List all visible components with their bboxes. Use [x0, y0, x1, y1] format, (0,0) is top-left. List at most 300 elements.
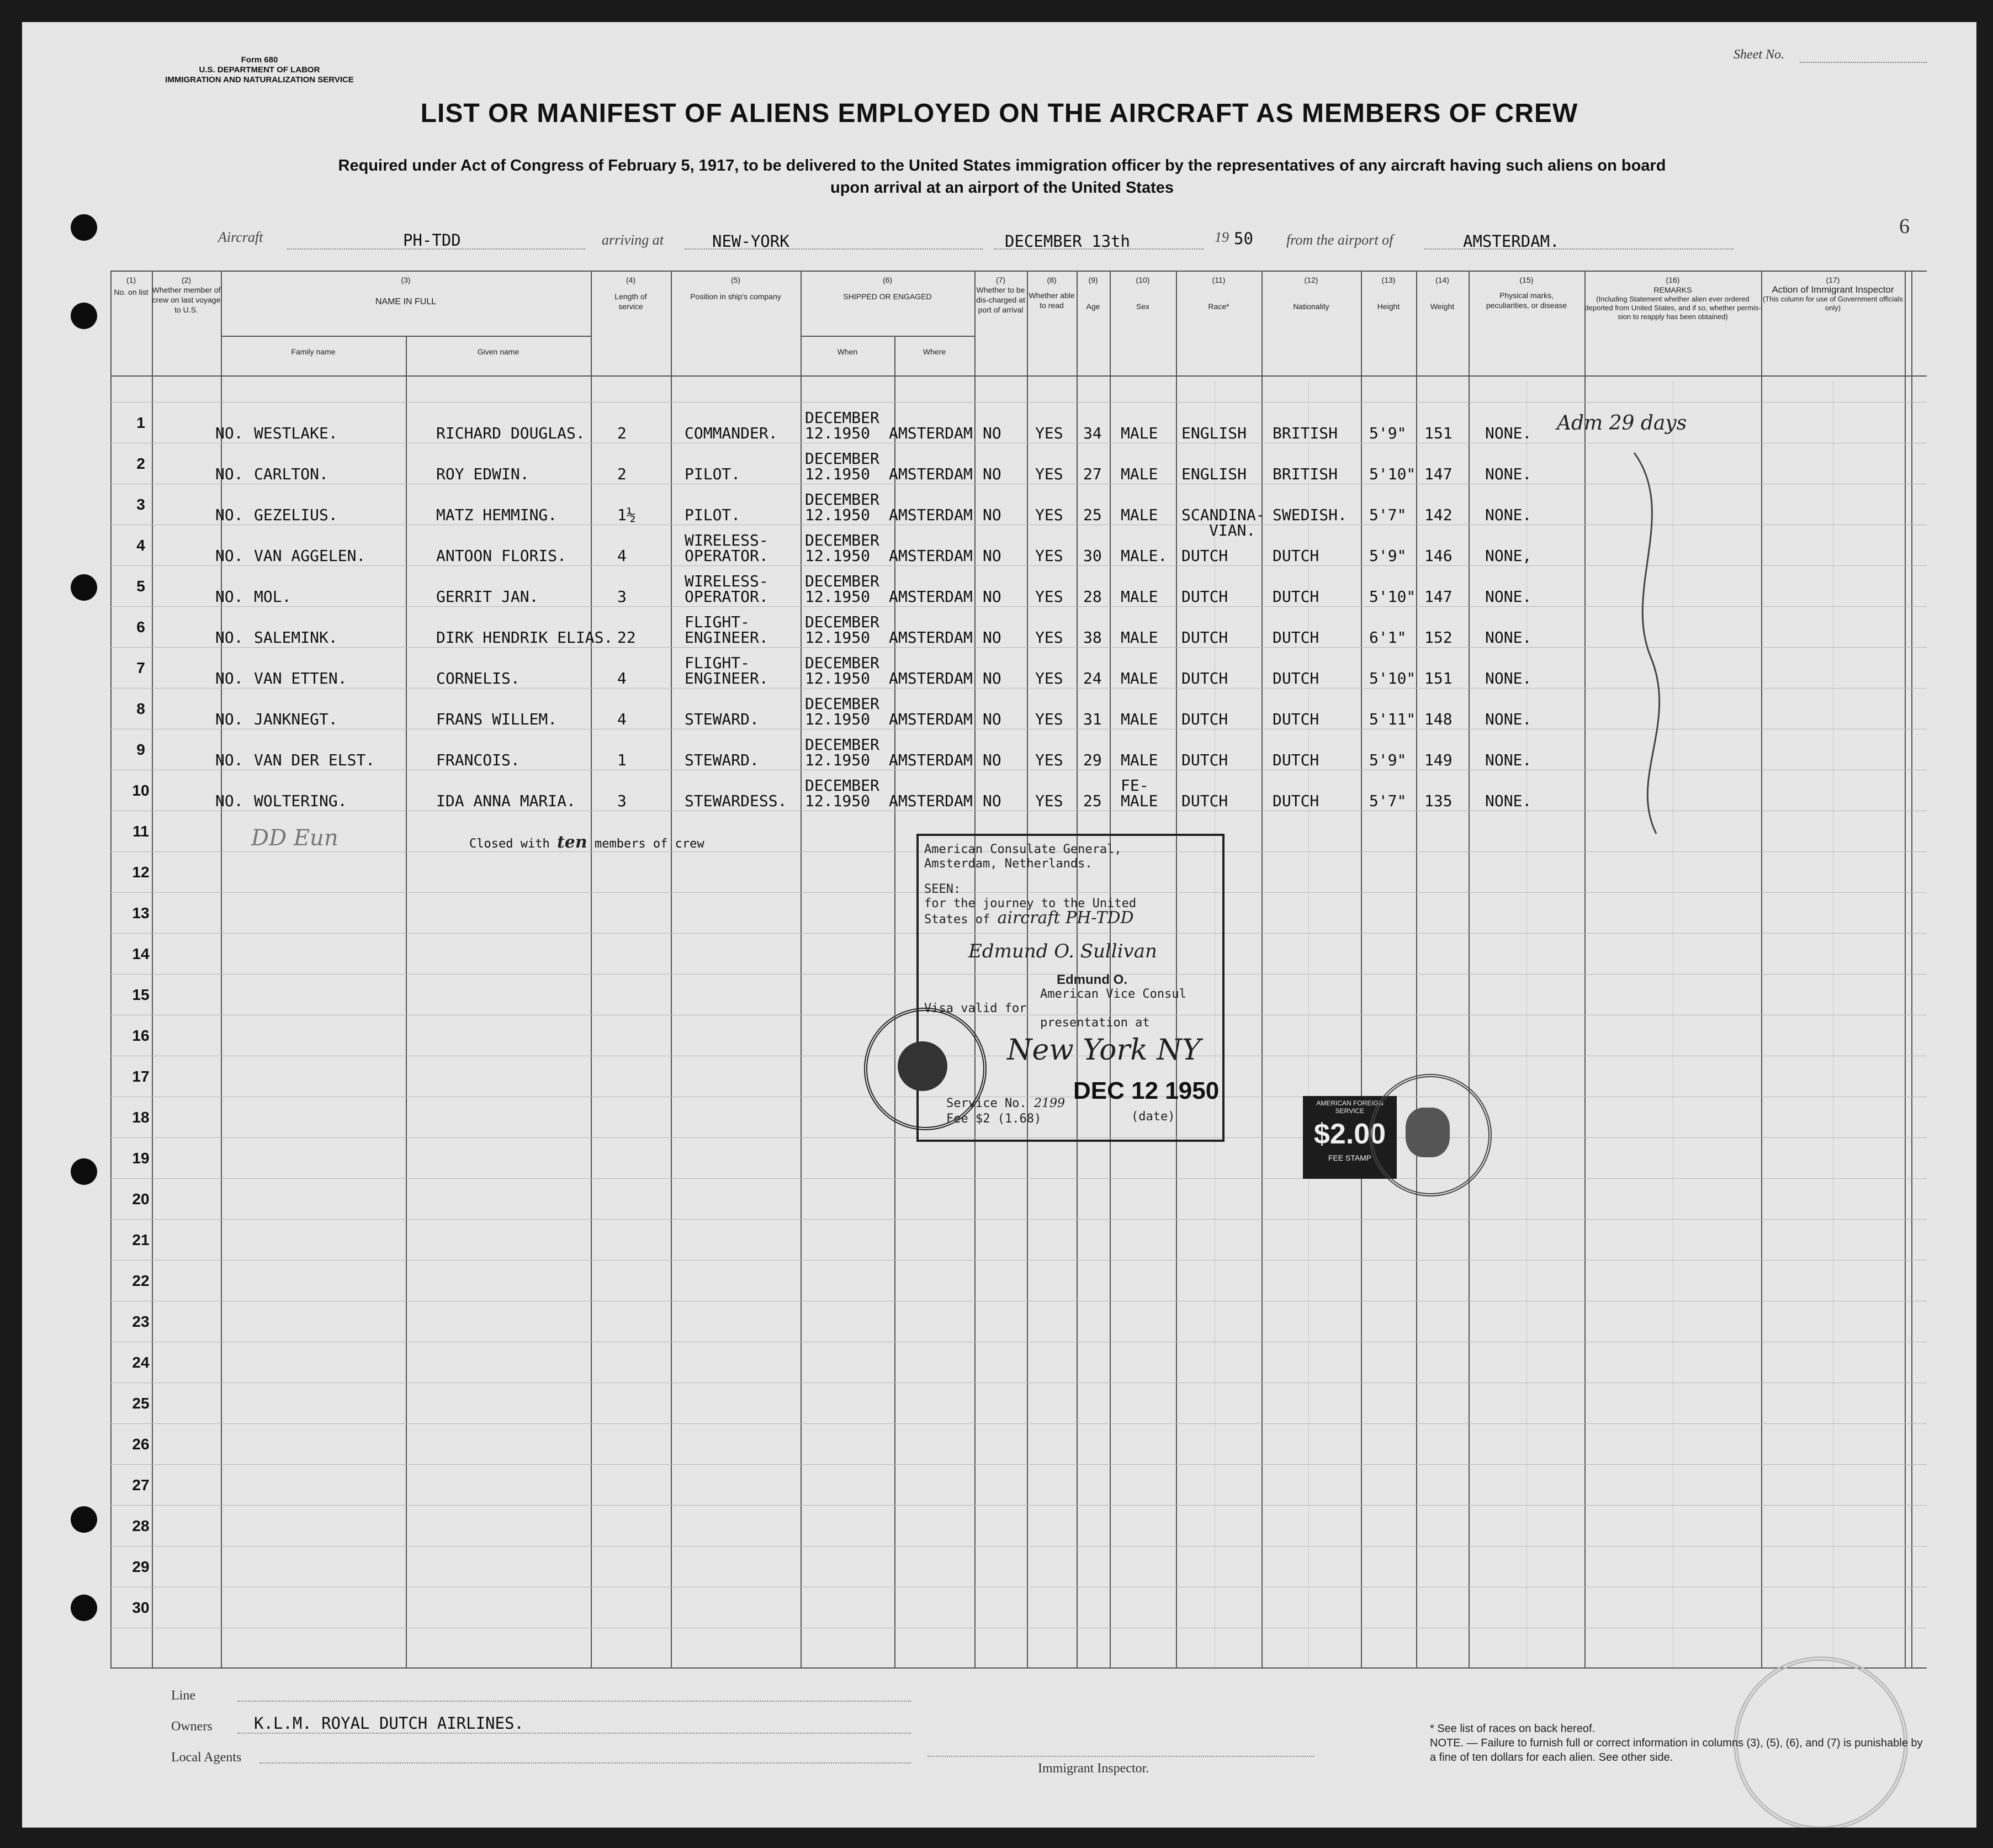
row-number: 28 [132, 1517, 150, 1534]
shipped-subdivider [801, 336, 974, 337]
sex-cell: MALE [1121, 424, 1158, 442]
ruling [110, 402, 1927, 403]
fee-stamp-bottom: FEE STAMP [1328, 1153, 1372, 1162]
physical-marks-cell: NONE. [1485, 792, 1532, 810]
given-name-cell: CORNELIS. [436, 669, 520, 687]
last-voyage-cell: NO. [215, 710, 243, 728]
age-cell: 24 [1083, 669, 1102, 687]
age-cell: 25 [1083, 506, 1102, 524]
col-17-header [1761, 275, 1905, 313]
col-16-label: REMARKS [1653, 285, 1692, 294]
shipped-where-cell: AMSTERDAM [889, 751, 973, 769]
col-10-number: (10) [1136, 276, 1150, 284]
family-name-cell: CARLTON. [254, 465, 328, 483]
stamp-officer-title: American Vice Consul [1040, 987, 1186, 1001]
shipped-where-cell: AMSTERDAM [889, 465, 973, 483]
arriving-label: arriving at [602, 232, 664, 248]
last-voyage-cell: NO. [215, 669, 243, 687]
row-number: 18 [132, 1109, 150, 1126]
discharged-cell: NO [983, 424, 1001, 442]
nationality-cell: DUTCH [1273, 587, 1319, 606]
sheet-number-label: Sheet No. [1734, 47, 1784, 62]
shipped-when-cell: 12.1950 [805, 465, 871, 483]
ruling [110, 1546, 1927, 1547]
given-name-cell: GERRIT JAN. [436, 587, 539, 606]
family-name-cell: VAN DER ELST. [254, 751, 375, 769]
col-9-header [1077, 275, 1110, 311]
row-number: 19 [132, 1150, 150, 1167]
height-cell: 5'10" [1369, 465, 1416, 483]
shipped-when-cell-line1: DECEMBER [805, 613, 879, 631]
discharged-cell: NO [983, 587, 1001, 606]
col-16-header [1584, 275, 1761, 321]
position-cell: OPERATOR. [685, 587, 768, 606]
height-cell: 5'11" [1369, 710, 1416, 728]
physical-marks-cell: NONE. [1485, 751, 1532, 769]
col-1-number: (1) [126, 276, 136, 284]
family-name-cell: VAN AGGELEN. [254, 547, 366, 565]
year-value: 50 [1234, 229, 1253, 248]
position-cell: STEWARD. [685, 751, 759, 769]
shipped-where-cell: AMSTERDAM [889, 669, 973, 687]
position-cell: ENGINEER. [685, 628, 768, 647]
last-voyage-cell: NO. [215, 587, 243, 606]
col-4-header [591, 275, 671, 311]
department: U.S. DEPARTMENT OF LABOR [199, 65, 320, 75]
physical-marks-cell: NONE. [1485, 710, 1532, 728]
owners-value: K.L.M. ROYAL DUTCH AIRLINES. [254, 1714, 524, 1733]
row-number: 9 [136, 741, 145, 758]
column-divider [894, 337, 895, 1667]
date-value: DECEMBER 13th [1005, 232, 1130, 251]
sheet-number-line [1800, 62, 1927, 63]
able-to-read-cell: YES [1035, 628, 1063, 647]
discharged-cell: NO [983, 506, 1001, 524]
last-voyage-cell: NO. [215, 506, 243, 524]
col-9-label: Age [1086, 302, 1100, 311]
footnote: * See list of races on back hereof. [1430, 1723, 1596, 1735]
weight-cell: 147 [1424, 465, 1453, 483]
col-17-sublabel: (This column for use of Government officials only) [1762, 295, 1904, 312]
race-cell: DUTCH [1181, 792, 1228, 810]
col-7-number: (7) [995, 276, 1006, 284]
ruling [110, 1178, 1927, 1179]
service-cell: 4 [617, 547, 627, 565]
stamp-line-1: American Consulate General, [924, 843, 1122, 856]
col-5-label: Position in ship's company [690, 292, 781, 301]
weight-cell: 151 [1424, 669, 1453, 687]
able-to-read-cell: YES [1035, 547, 1063, 565]
row-number: 17 [132, 1068, 150, 1085]
given-name-cell: ANTOON FLORIS. [436, 547, 567, 565]
discharged-cell: NO [983, 669, 1001, 687]
last-voyage-cell: NO. [215, 424, 243, 442]
aircraft-label: Aircraft [218, 229, 263, 245]
closed-note [469, 833, 704, 852]
ruling [110, 1505, 1927, 1506]
row-number: 24 [132, 1354, 150, 1371]
age-cell: 28 [1083, 587, 1102, 606]
from-label: from the airport of [1286, 232, 1393, 248]
col-12-header [1261, 275, 1361, 311]
col-17-number: (17) [1826, 276, 1840, 284]
document-title: LIST OR MANIFEST OF ALIENS EMPLOYED ON THE AIRCRAFT AS MEMBERS OF CREW [420, 99, 1578, 128]
given-name-cell: FRANS WILLEM. [436, 710, 558, 728]
height-cell: 5'9" [1369, 424, 1407, 442]
able-to-read-cell: YES [1035, 506, 1063, 524]
arriving-value: NEW-YORK [712, 232, 789, 251]
discharged-cell: NO [983, 710, 1001, 728]
sex-cell-line1: FE- [1121, 776, 1149, 795]
remarks-bracket [1612, 447, 1700, 845]
position-cell-line1: WIRELESS- [685, 531, 768, 549]
physical-marks-cell: NONE. [1485, 506, 1532, 524]
stamp-visa-1: Visa valid for [924, 1002, 1027, 1015]
discharged-cell: NO [983, 628, 1001, 647]
row-number: 23 [132, 1313, 150, 1330]
physical-marks-cell: NONE. [1485, 587, 1532, 606]
column-divider [1416, 271, 1417, 1667]
column-divider [1905, 271, 1906, 1667]
sex-cell: MALE [1121, 465, 1158, 483]
col-6-header [801, 275, 974, 301]
row-number: 25 [132, 1395, 150, 1412]
shipped-when-cell-line1: DECEMBER [805, 735, 879, 754]
column-divider [110, 271, 112, 1667]
height-cell: 6'1" [1369, 628, 1407, 647]
service-cell: 1 [617, 751, 627, 769]
family-name-cell: JANKNEGT. [254, 710, 338, 728]
family-name-cell: WESTLAKE. [254, 424, 338, 442]
stamp-fee-label: Fee $2 [946, 1112, 990, 1126]
form-number: Form 680 [241, 55, 278, 65]
sex-cell: MALE [1121, 751, 1158, 769]
sex-cell: MALE [1121, 506, 1158, 524]
col-4-number: (4) [626, 276, 636, 284]
line-label: Line [171, 1688, 195, 1703]
position-cell: ENGINEER. [685, 669, 768, 687]
punch-hole [71, 214, 97, 241]
race-cell: ENGLISH [1181, 424, 1247, 442]
row-number: 7 [136, 659, 145, 676]
nationality-cell: DUTCH [1273, 751, 1319, 769]
col-3b-label: Given name [477, 347, 520, 356]
col-13-header [1361, 275, 1416, 311]
height-cell: 5'10" [1369, 669, 1416, 687]
sex-cell: MALE [1121, 669, 1158, 687]
from-value: AMSTERDAM. [1463, 232, 1560, 251]
col-1-label: No. on list [114, 288, 149, 296]
shipped-when-cell: 12.1950 [805, 587, 871, 606]
row-number: 30 [132, 1599, 150, 1616]
col-14-header [1416, 275, 1469, 311]
position-cell: PILOT. [685, 506, 741, 524]
weight-cell: 142 [1424, 506, 1453, 524]
col-12-number: (12) [1304, 276, 1318, 284]
col-3-header [221, 275, 591, 307]
closed-note-prefix: Closed with [469, 837, 550, 851]
service-cell: 4 [617, 710, 627, 728]
given-name-cell: ROY EDWIN. [436, 465, 529, 483]
position-cell: OPERATOR. [685, 547, 768, 565]
weight-cell: 146 [1424, 547, 1453, 565]
race-cell: ENGLISH [1181, 465, 1247, 483]
service-cell: 3 [617, 792, 627, 810]
stamp-officer: Edmund O. [1057, 972, 1127, 987]
nationality-cell: DUTCH [1273, 710, 1319, 728]
column-divider [152, 271, 153, 1667]
physical-marks-cell: NONE. [1485, 424, 1532, 442]
nationality-cell: BRITISH [1273, 424, 1338, 442]
shipped-when-cell: 12.1950 [805, 792, 871, 810]
stamp-destination: New York NY [1007, 1034, 1201, 1067]
col-4-label: Length of service [614, 292, 647, 311]
page-number: 6 [1899, 215, 1910, 238]
sex-cell: MALE [1121, 628, 1158, 647]
punch-hole [71, 1595, 97, 1621]
col-3a-label: Family name [291, 347, 336, 356]
height-cell: 5'9" [1369, 751, 1407, 769]
stamp-service-label: Service No. [946, 1097, 1027, 1110]
family-name-cell: GEZELIUS. [254, 506, 338, 524]
row-number: 3 [136, 496, 145, 513]
shipped-when-cell: 12.1950 [805, 424, 871, 442]
eagle-emblem [1406, 1108, 1450, 1157]
sex-cell: MALE [1121, 710, 1158, 728]
manifest-sheet [22, 22, 1976, 1828]
eagle-emblem [898, 1041, 947, 1091]
stamp-line-2: Amsterdam, Netherlands. [924, 857, 1093, 871]
year-prefix: 19 [1215, 229, 1229, 245]
column-divider [801, 271, 802, 1667]
weight-cell: 151 [1424, 424, 1453, 442]
row-number: 16 [132, 1027, 150, 1044]
position-cell: COMMANDER. [685, 424, 778, 442]
discharged-cell: NO [983, 751, 1001, 769]
col-10-label: Sex [1136, 302, 1150, 311]
line-field [237, 1701, 911, 1702]
col-17-label: Action of Immigrant Inspector [1772, 284, 1894, 295]
row-number: 14 [132, 945, 150, 962]
discharged-cell: NO [983, 792, 1001, 810]
aircraft-value: PH-TDD [403, 231, 461, 250]
sex-cell: MALE. [1121, 547, 1168, 565]
col-8-number: (8) [1047, 276, 1057, 284]
row-number: 5 [136, 578, 145, 595]
ruling [110, 1219, 1927, 1220]
able-to-read-cell: YES [1035, 424, 1063, 442]
last-voyage-cell: NO. [215, 465, 243, 483]
inspector-line [927, 1756, 1314, 1757]
col-8-label: Whether able to read [1029, 291, 1075, 310]
table-top-border [110, 271, 1927, 272]
col-2-header [152, 275, 221, 315]
col-1-header [110, 275, 152, 297]
shipped-where-cell: AMSTERDAM [889, 547, 973, 565]
discharged-cell: NO [983, 465, 1001, 483]
age-cell: 27 [1083, 465, 1102, 483]
footer-note [1430, 1722, 1927, 1765]
physical-marks-cell: NONE, [1485, 547, 1532, 565]
service: IMMIGRATION AND NATURALIZATION SERVICE [165, 75, 354, 84]
column-divider [1911, 271, 1912, 1667]
race-cell: DUTCH [1181, 587, 1228, 606]
closed-note-suffix: members of crew [594, 837, 704, 851]
race-cell: DUTCH [1181, 669, 1228, 687]
punch-hole [71, 574, 97, 601]
col-15-label: Physical marks, peculiarities, or disease [1486, 291, 1567, 310]
row-number: 12 [132, 864, 150, 881]
position-cell-line1: FLIGHT- [685, 613, 750, 631]
race-cell-line2: VIAN. [1209, 521, 1256, 539]
weight-cell: 149 [1424, 751, 1453, 769]
weight-cell: 148 [1424, 710, 1453, 728]
row-number: 6 [136, 618, 145, 636]
punch-hole [71, 1158, 97, 1185]
col-6-label: SHIPPED OR ENGAGED [843, 292, 932, 301]
stamp-states-of: States of [924, 913, 990, 926]
col-13-number: (13) [1381, 276, 1396, 284]
row-number: 10 [132, 782, 150, 799]
height-cell: 5'7" [1369, 792, 1407, 810]
consulate-seal [864, 1008, 987, 1130]
shipped-when-cell: 12.1950 [805, 628, 871, 647]
row-number: 11 [132, 823, 149, 840]
row-number: 20 [132, 1190, 150, 1208]
col-11-number: (11) [1212, 276, 1226, 284]
given-name-cell: FRANCOIS. [436, 751, 520, 769]
shipped-when-cell-line1: DECEMBER [805, 490, 879, 509]
name-subdivider [221, 336, 591, 337]
column-divider [406, 337, 407, 1667]
embossed-seal [1369, 1074, 1492, 1196]
stamp-date-label: (date) [1131, 1110, 1175, 1124]
agents-label: Local Agents [171, 1750, 242, 1765]
service-cell: 1½ [617, 506, 636, 524]
given-name-cell: MATZ HEMMING. [436, 506, 558, 524]
shipped-where-cell: AMSTERDAM [889, 424, 973, 442]
race-cell: DUTCH [1181, 628, 1228, 647]
owners-label: Owners [171, 1719, 213, 1734]
col-11-label: Race* [1208, 302, 1229, 311]
row-number: 13 [132, 904, 150, 922]
table-bottom-border [110, 1667, 1927, 1669]
position-cell-line1: FLIGHT- [685, 654, 750, 672]
col-7-label: Whether to be dis-charged at port of arrival [976, 285, 1025, 314]
height-cell: 5'9" [1369, 547, 1407, 565]
sex-cell: MALE [1121, 792, 1158, 810]
inspector-label: Immigrant Inspector. [1038, 1761, 1149, 1776]
row-number: 29 [132, 1558, 150, 1575]
owners-field [237, 1733, 911, 1734]
ruling [110, 1464, 1927, 1465]
nationality-cell: SWEDISH. [1273, 506, 1347, 524]
stamp-visa-2: presentation at [1040, 1016, 1150, 1030]
agents-field [259, 1762, 911, 1764]
nationality-cell: DUTCH [1273, 547, 1319, 565]
position-cell: STEWARD. [685, 710, 759, 728]
service-cell: 3 [617, 587, 627, 606]
age-cell: 31 [1083, 710, 1102, 728]
height-cell: 5'10" [1369, 587, 1416, 606]
form-info [105, 55, 414, 85]
stamp-line-5 [924, 908, 1134, 928]
shipped-when-cell-line1: DECEMBER [805, 695, 879, 713]
col-16-number: (16) [1666, 276, 1680, 284]
given-name-cell: DIRK HENDRIK ELIAS. [436, 628, 613, 647]
subtitle-line-2: upon arrival at an airport of the United States [830, 179, 1174, 197]
weight-cell: 152 [1424, 628, 1453, 647]
last-voyage-cell: NO. [215, 792, 243, 810]
able-to-read-cell: YES [1035, 792, 1063, 810]
col-3-number: (3) [401, 276, 411, 284]
shipped-where-cell: AMSTERDAM [889, 506, 973, 524]
closed-note-count: ten [556, 833, 587, 852]
race-cell: DUTCH [1181, 547, 1228, 565]
race-cell: SCANDINA- [1181, 506, 1265, 524]
nationality-cell: DUTCH [1273, 792, 1319, 810]
service-cell: 2 [617, 424, 627, 442]
punch-hole [71, 303, 97, 329]
able-to-read-cell: YES [1035, 669, 1063, 687]
col-6-number: (6) [882, 276, 893, 284]
row-number: 2 [136, 455, 145, 472]
punch-hole [71, 1506, 97, 1533]
given-name-cell: RICHARD DOUGLAS. [436, 424, 585, 442]
column-divider [1761, 271, 1762, 1667]
ruling [1526, 381, 1527, 1667]
shipped-when-cell: 12.1950 [805, 547, 871, 565]
position-cell: STEWARDESS. [685, 792, 787, 810]
shipped-where-cell: AMSTERDAM [889, 710, 973, 728]
family-name-cell: WOLTERING. [254, 792, 347, 810]
weight-cell: 147 [1424, 587, 1453, 606]
col-12-label: Nationality [1293, 302, 1329, 311]
column-divider [1261, 271, 1263, 1667]
col-3-label: NAME IN FULL [375, 297, 437, 306]
nationality-cell: DUTCH [1273, 628, 1319, 647]
shipped-when-cell-line1: DECEMBER [805, 776, 879, 795]
weight-cell: 135 [1424, 792, 1453, 810]
able-to-read-cell: YES [1035, 710, 1063, 728]
document-subtitle [188, 155, 1816, 199]
fee-stamp-amount: $2.00 [1313, 1118, 1386, 1150]
age-cell: 25 [1083, 792, 1102, 810]
row-number: 21 [132, 1231, 150, 1248]
col-16-sublabel: (Including Statement whether alien ever ordered deported from United States, and if so, whether permis-sion to reapply has been obtained) [1584, 295, 1761, 321]
physical-marks-cell: NONE. [1485, 465, 1532, 483]
col-9-number: (9) [1088, 276, 1098, 284]
shipped-when-cell: 12.1950 [805, 506, 871, 524]
row-number: 4 [136, 537, 145, 554]
shipped-where-cell: AMSTERDAM [889, 792, 973, 810]
col-7-header [974, 275, 1027, 315]
shipped-where-cell: AMSTERDAM [889, 587, 973, 606]
stamp-aircraft-hand: aircraft PH-TDD [997, 908, 1134, 928]
position-cell: PILOT. [685, 465, 741, 483]
fee-stamp-top: AMERICAN FOREIGN SERVICE [1316, 1099, 1384, 1115]
family-name-cell: SALEMINK. [254, 628, 338, 647]
column-divider [1584, 271, 1586, 1667]
shipped-when-cell-line1: DECEMBER [805, 531, 879, 549]
race-cell: DUTCH [1181, 710, 1228, 728]
last-voyage-cell: NO. [215, 751, 243, 769]
col-8-header [1027, 275, 1077, 310]
stamp-line-4: for the journey to the United [924, 897, 1137, 910]
shipped-when-cell-line1: DECEMBER [805, 572, 879, 590]
row-number: 1 [136, 414, 145, 431]
last-voyage-cell: NO. [215, 628, 243, 647]
